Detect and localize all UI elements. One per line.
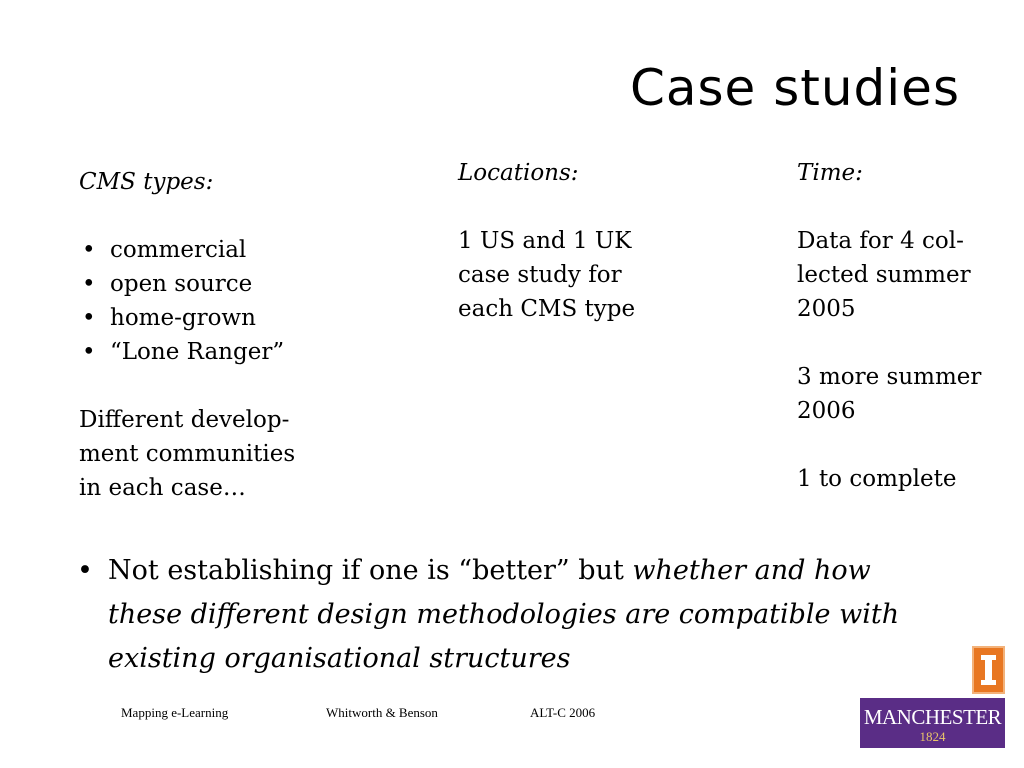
time-line: 3 more summer [797,364,982,390]
cms-type-item: • home-grown [79,301,359,335]
locations-line: each CMS type [458,296,636,322]
note-line: Different develop- [79,407,290,433]
time-block-2005 [797,224,1017,326]
communities-note [79,403,359,505]
time-heading: Time: [797,160,863,186]
footer-right: ALT-C 2006 [530,705,596,720]
illinois-logo-icon [972,646,1005,694]
time-block-2006 [797,360,1017,428]
locations-column [458,156,688,326]
locations-line: case study for [458,262,622,288]
locations-text [458,224,688,326]
cms-types-column [79,165,359,505]
bullet-dot-icon: • [77,555,93,586]
locations-line: 1 US and 1 UK [458,228,632,254]
main-point-bullet [77,549,947,681]
main-point-text [108,549,947,681]
main-point-plain: Not establishing if one is “better” but [108,555,633,586]
note-line: in each case… [79,475,246,501]
note-line: ment communities [79,441,296,467]
time-line: 1 to complete [797,466,957,492]
cms-types-heading: CMS types: [79,169,214,195]
footer-center: Whitworth & Benson [326,705,438,720]
footer-left: Mapping e-Learning [121,705,229,720]
slide-title: Case studies [629,59,960,117]
locations-heading: Locations: [458,160,579,186]
cms-type-item: • “Lone Ranger” [79,335,359,369]
cms-type-item: • open source [79,267,359,301]
main-point-emphasis: whether and how these different design methodologies are compatible with existing organisational structures [108,555,900,674]
time-line: lected summer [797,262,971,288]
cms-types-list [79,233,359,369]
time-line: 2005 [797,296,856,322]
manchester-logo [860,698,1005,748]
manchester-logo-word: MANCHESTER [863,705,1002,729]
time-line: 2006 [797,398,856,424]
manchester-logo-year: 1824 [919,729,946,744]
time-line: Data for 4 col- [797,228,964,254]
time-block-remaining [797,462,1017,496]
time-column [797,156,1017,496]
cms-type-item: • commercial [79,233,359,267]
